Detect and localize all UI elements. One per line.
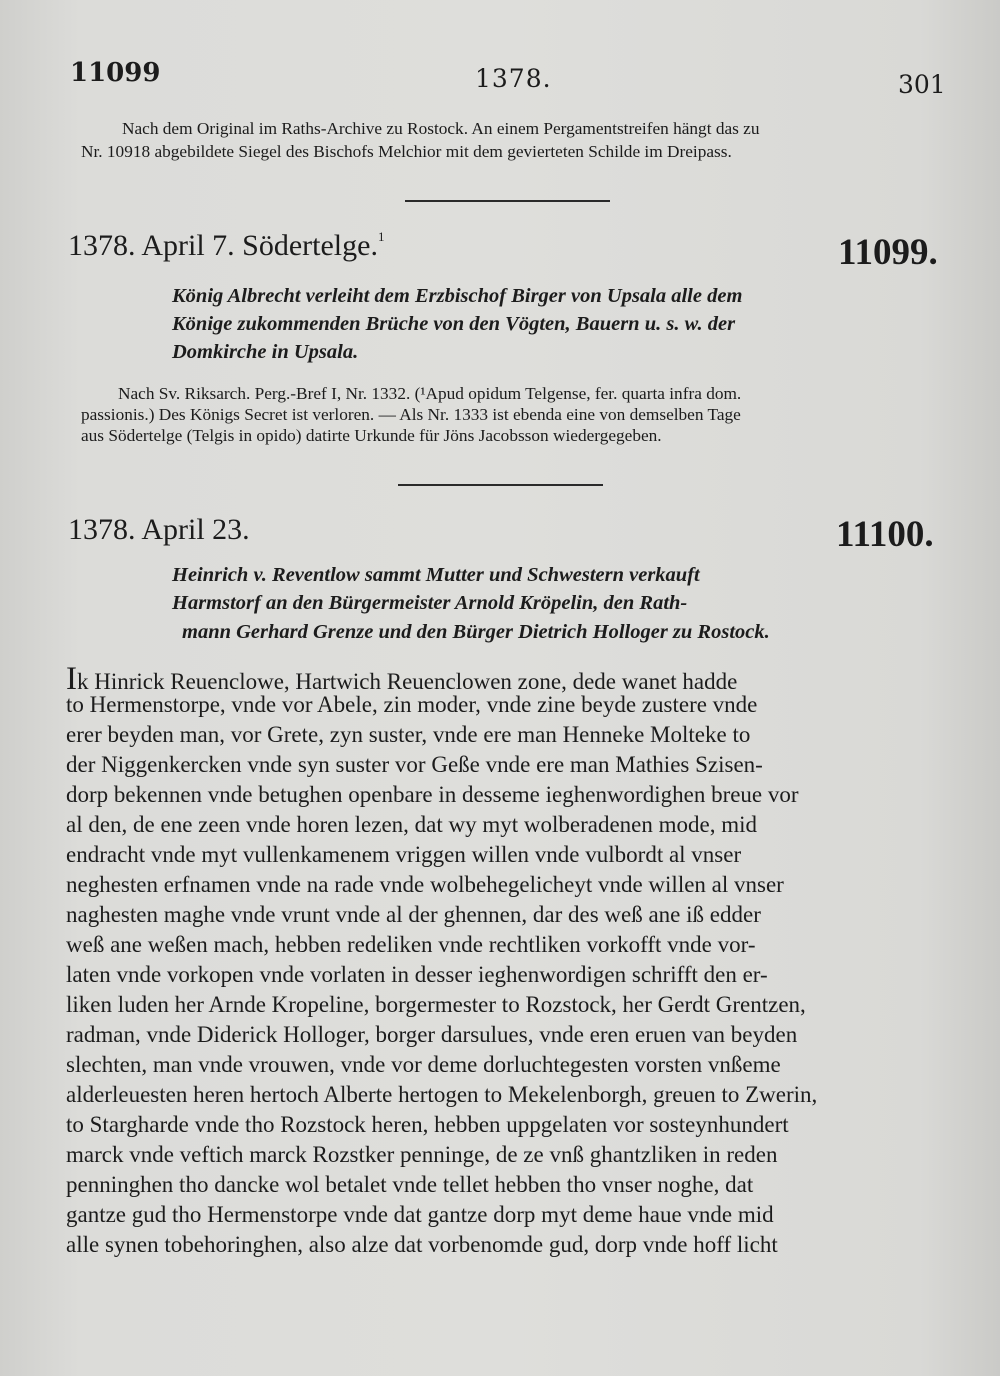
source-note-line: Nach Sv. Riksarch. Perg.-Bref I, Nr. 1332. (¹Apud opidum Telgense, fer. quarta infra dom.: [118, 384, 742, 403]
charter-text-line: al den, de ene zeen vnde horen lezen, dat wy myt wolberadenen mode, mid: [66, 812, 758, 837]
regest-line: Heinrich v. Reventlow sammt Mutter und Schwestern verkauft: [172, 564, 700, 586]
section-divider: [398, 484, 603, 486]
regest-line: Domkirche in Upsala.: [172, 341, 359, 363]
section-divider: [405, 200, 610, 202]
charter-text-line: der Niggenkercken vnde syn suster vor Geße vnde ere man Mathies Szisen-: [66, 752, 763, 777]
charter-text-line: naghesten maghe vnde vrunt vnde al der ghennen, dar des weß ane iß edder: [66, 902, 761, 927]
footnote-mark: 1: [377, 229, 385, 244]
page-number: 301: [898, 70, 946, 99]
charter-text-line: erer beyden man, vor Grete, zyn suster, vnde ere man Henneke Molteke to: [66, 722, 751, 747]
regest-line: König Albrecht verleiht dem Erzbischof Birger von Upsala alle dem: [172, 285, 743, 307]
regest-line: Könige zukommenden Brüche von den Vögten, Bauern u. s. w. der: [172, 313, 736, 335]
charter-text-line: weß ane weßen mach, hebben redeliken vnde rechtliken vorkofft vnde vor-: [66, 932, 756, 957]
initial-letter: I: [66, 661, 77, 697]
charter-text-line: alle synen tobehoringhen, also alze dat vorbenomde gud, dorp vnde hoff licht: [66, 1232, 778, 1257]
charter-text-line: alderleuesten heren hertoch Alberte hertogen to Mekelenborgh, greuen to Zwerin,: [66, 1082, 818, 1107]
charter-number-11100: 11100.: [836, 514, 934, 555]
charter-date-11100: 1378. April 23.: [68, 513, 250, 546]
charter-text-line: to Stargharde vnde tho Rozstock heren, hebben uppgelaten vor sosteynhundert: [66, 1112, 789, 1137]
charter-text-line: Ik Hinrick Reuenclowe, Hartwich Reuenclowen zone, dede wanet hadde: [66, 661, 738, 697]
charter-date-11099: 1378. April 7. Södertelge.$^1$: [68, 229, 385, 262]
charter-text-line: liken luden her Arnde Kropeline, borgermester to Rozstock, her Gerdt Grentzen,: [66, 992, 806, 1017]
charter-text-line: gantze gud tho Hermenstorpe vnde dat gantze dorp myt deme haue vnde mid: [66, 1202, 774, 1227]
charter-text-line: radman, vnde Diderick Hollоger, borger darsulues, vnde eren eruen van beyden: [66, 1022, 798, 1047]
charter-text-line: slechten, man vnde vrouwen, vnde vor deme dorluchtegesten vorsten vnßeme: [66, 1052, 781, 1077]
regest-line: mann Gerhard Grenze und den Bürger Dietrich Hollоger zu Rostock.: [182, 621, 770, 643]
charter-text-line: dorp bekennen vnde betughen openbare in desseme ieghenwordighen breue vor: [66, 782, 799, 807]
charter-text-line: endracht vnde myt vullenkamenem vriggen willen vnde vulbordt al vnser: [66, 842, 742, 867]
source-note-line: passionis.) Des Königs Secret ist verloren. — Als Nr. 1333 ist ebenda eine von demselben Tage: [81, 405, 741, 424]
source-note-line: Nach dem Original im Raths-Archive zu Rostock. An einem Pergamentstreifen hängt das zu: [122, 119, 760, 138]
source-note-line: Nr. 10918 abgebildete Siegel des Bischofs Melchior mit dem gevierteten Schilde im Dreipass.: [81, 142, 732, 161]
charter-text-line: laten vnde vorkopen vnde vorlaten in desser ieghenwordigen schrifft den er-: [66, 962, 768, 987]
running-doc-number: 11099: [70, 58, 161, 88]
source-note-line: aus Södertelge (Telgis in opido) datirte Urkunde für Jöns Jacobsson wiedergegeben.: [81, 426, 662, 445]
charter-text-line: marck vnde veftich marck Rozstker penninge, de ze vnß ghantzliken in reden: [66, 1142, 778, 1167]
charter-text-line: to Hermenstorpe, vnde vor Abele, zin moder, vnde zine beyde zustere vnde: [66, 692, 758, 717]
charter-text-line: neghesten erfnamen vnde na rade vnde wolbehegelicheyt vnde willen al vnser: [66, 872, 784, 897]
regest-line: Harmstorf an den Bürgermeister Arnold Kröpelin, den Rath-: [172, 592, 688, 614]
running-year: 1378.: [475, 64, 552, 93]
charter-number-11099: 11099.: [838, 232, 938, 273]
charter-text-line: penninghen tho dancke wol betalet vnde tellet hebben tho vnser noghe, dat: [66, 1172, 754, 1197]
